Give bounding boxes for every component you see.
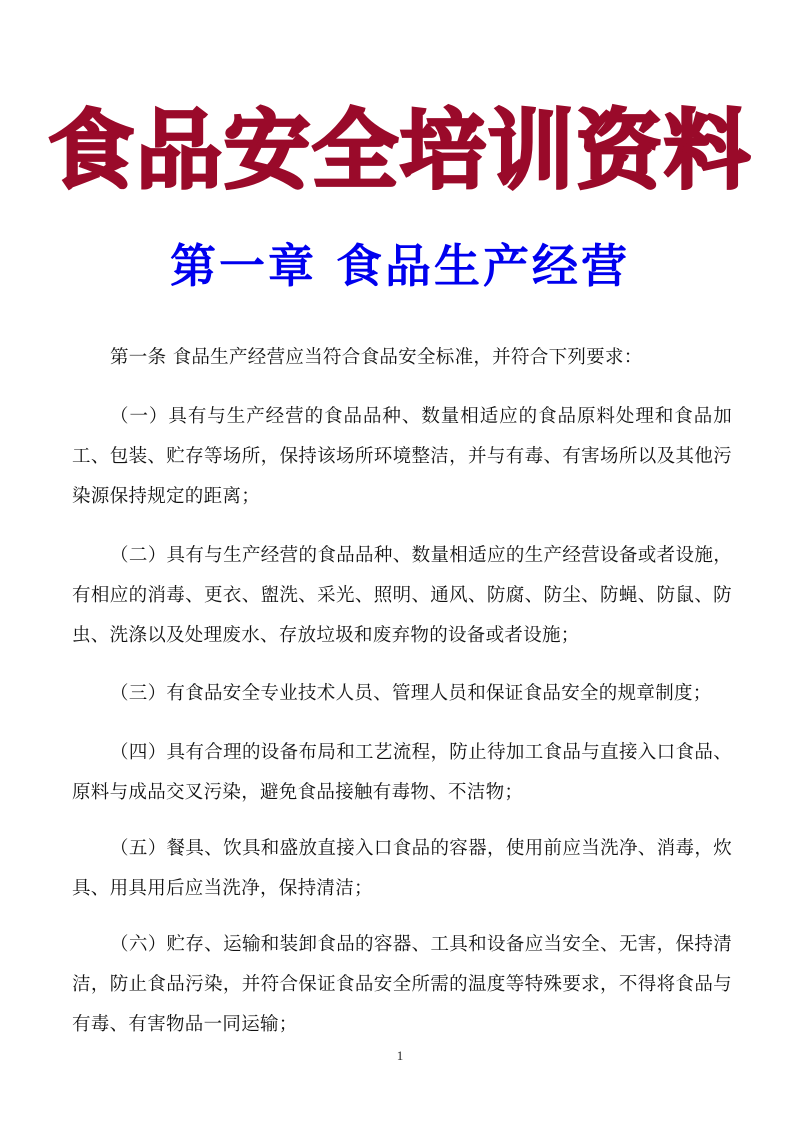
page-number: 1	[396, 1048, 404, 1063]
chapter-heading: 第一章 食品生产经营	[169, 239, 630, 293]
requirement-item: （二）具有与生产经营的食品品种、数量相适应的生产经营设备或者设施，有相应的消毒、更衣、盥洗、采光、照明、通风、防腐、防尘、防蝇、防鼠、防虫、洗涤以及处理废水、存放垃圾和废弃物的设备或者设施；	[72, 545, 732, 646]
article-paragraph: 第一条 食品生产经营应当符合食品安全标准，并符合下列要求：	[110, 347, 643, 368]
requirement-item: （一）具有与生产经营的食品品种、数量相适应的食品原料处理和食品加工、包装、贮存等场所，保持该场所环境整洁，并与有毒、有害场所以及其他污染源保持规定的距离；	[72, 406, 732, 507]
requirement-item: （四）具有合理的设备布局和工艺流程，防止待加工食品与直接入口食品、原料与成品交叉污染，避免食品接触有毒物、不洁物；	[72, 742, 732, 803]
requirement-item: （三）有食品安全专业技术人员、管理人员和保证食品安全的规章制度；	[110, 683, 712, 704]
document-title: 食品安全培训资料	[48, 101, 752, 201]
requirement-item: （五）餐具、饮具和盛放直接入口食品的容器，使用前应当洗净、消毒，炊具、用具用后应当洗净，保持清洁；	[72, 838, 732, 899]
requirement-item: （六）贮存、运输和装卸食品的容器、工具和设备应当安全、无害，保持清洁，防止食品污染，并符合保证食品安全所需的温度等特殊要求，不得将食品与有毒、有害物品一同运输；	[72, 934, 732, 1035]
